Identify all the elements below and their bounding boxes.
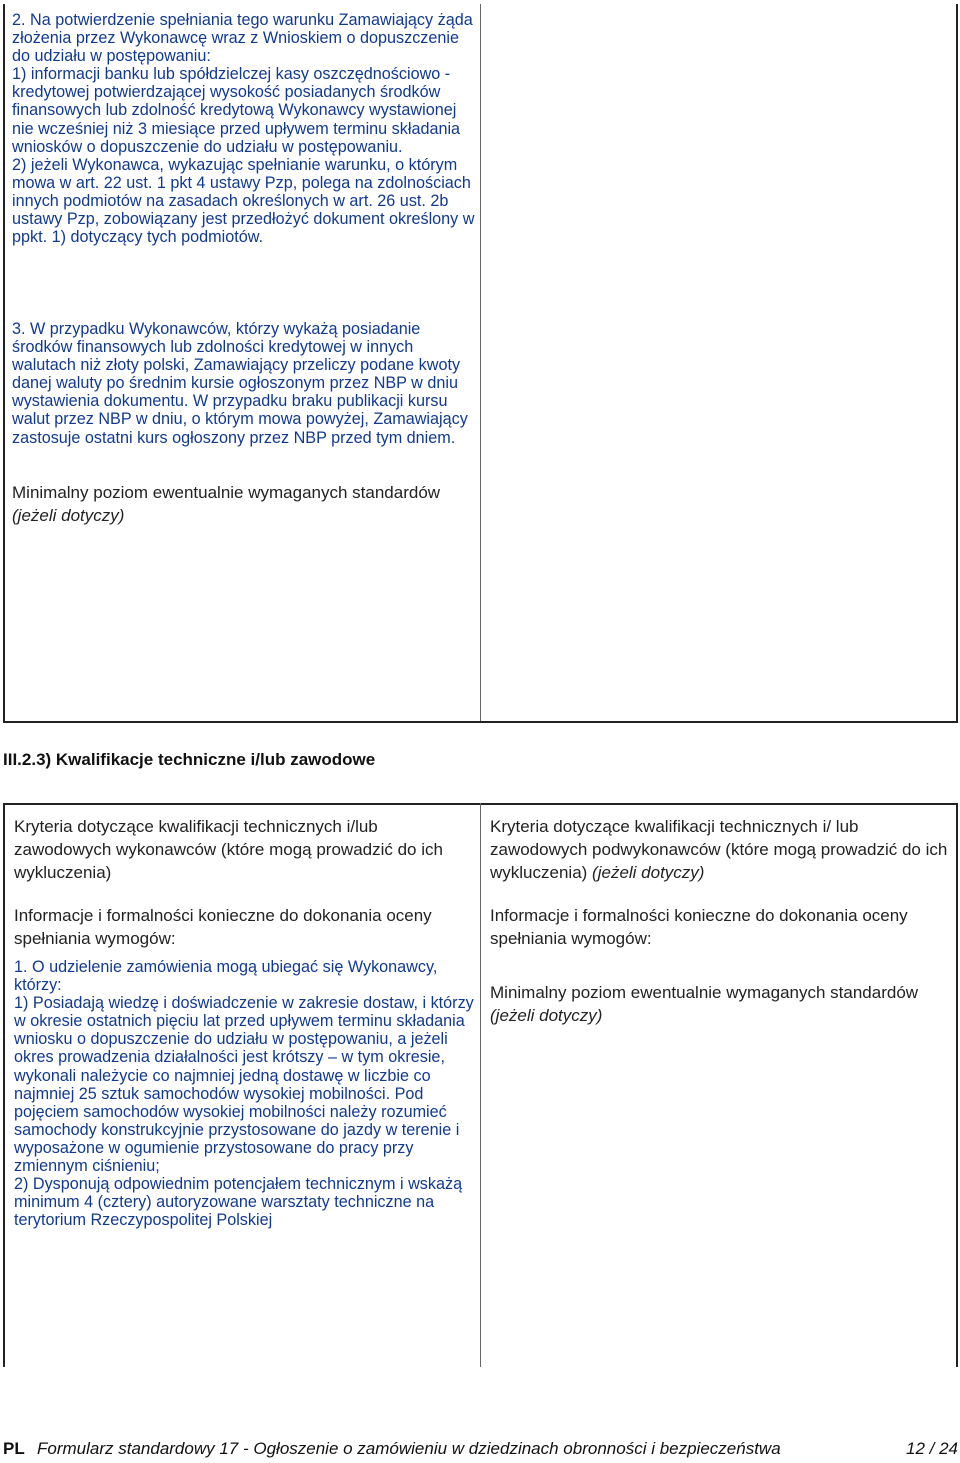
subcontractor-min-level-label: Minimalny poziom ewentualnie wymaganych standardów — [490, 983, 919, 1002]
contractor-info-label: Informacje i formalności konieczne do dokonania oceny spełniania wymogów: — [14, 906, 432, 948]
condition-2-text — [12, 11, 477, 246]
min-level-note: (jeżeli dotyczy) — [12, 506, 125, 525]
section-heading: III.2.3) Kwalifikacje techniczne i/lub zawodowe — [3, 750, 376, 769]
subcontractor-min-level-note: (jeżeli dotyczy) — [490, 1006, 603, 1025]
contractor-info-body — [14, 958, 479, 1229]
condition-3-text — [12, 320, 477, 447]
subcontractor-info-label: Informacje i formalności konieczne do dokonania oceny spełniania wymogów: — [490, 906, 908, 948]
condition-3-paragraph: 3. W przypadku Wykonawców, którzy wykażą posiadanie środków finansowych lub zdolności kredytowej w innych walutach niż złoty polski, Zamawiający przeliczy podane kwoty danej waluty po średnim kursie ogłoszonym przez NBP w dniu wystawienia dokumentu. W przypadku braku publikacji kursu walut przez NBP w dniu, o którym mowa powyżej, Zamawiający zastosuje ostatni kurs ogłoszony przez NBP przed tym dniem. — [12, 320, 468, 447]
footer-language: PL — [3, 1439, 25, 1458]
contractor-criteria-heading: Kryteria dotyczące kwalifikacji technicznych i/lub zawodowych wykonawców (które mogą prowadzić do ich wykluczenia) — [14, 817, 443, 882]
bottom-table-divider — [480, 803, 481, 1367]
contractor-info-item-1: 1) Posiadają wiedzę i doświadczenie w zakresie dostaw, i którzy w okresie ostatnich pięciu lat przed upływem terminu składania wniosku o dopuszczenie do udziału w postępowaniu, a jeżeli okres prowadzenia działalności jest krótszy – w tym okresie, wykonali należycie co najmniej jedną dostawę w liczbie co najmniej 25 sztuk samochodów wysokiej mobilności. Pod pojęciem samochodów wysokiej mobilności należy rozumieć samochody konstrukcyjnie przystosowane do jazdy w terenie i wyposażone w ogumienie przystosowane do pracy przy zmiennym ciśnieniu; — [14, 994, 474, 1176]
subcontractor-criteria-note: (jeżeli dotyczy) — [592, 863, 705, 882]
condition-2-intro: 2. Na potwierdzenie spełniania tego warunku Zamawiający żąda złożenia przez Wykonawcę wraz z Wnioskiem o dopuszczenie do udziału w postępowaniu: — [12, 11, 473, 66]
condition-2-item-1: 1) informacji banku lub spółdzielczej kasy oszczędnościowo - kredytowej potwierdzającej wysokość posiadanych środków finansowych lub zdolność kredytową Wykonawcy wystawionej nie wcześniej niż 3 miesiące przed upływem terminu składania wniosków o dopuszczenie do udziału w postępowaniu. — [12, 65, 461, 156]
subcontractor-min-level — [490, 981, 950, 1027]
min-level-label: Minimalny poziom ewentualnie wymaganych standardów — [12, 483, 441, 502]
page-footer — [3, 1439, 958, 1463]
min-level-standards — [12, 481, 477, 527]
subcontractor-criteria-heading — [490, 815, 950, 884]
footer-page-number: 12 / 24 — [906, 1439, 958, 1458]
condition-2-item-2: 2) jeżeli Wykonawca, wykazując spełnianie warunku, o którym mowa w art. 22 ust. 1 pkt 4 ustawy Pzp, polega na zdolnościach innych podmiotów na zasadach określonych w art. 26 ust. 2b ustawy Pzp, zobowiązany jest przedłożyć dokument określony w ppkt. 1) dotyczący tych podmiotów. — [12, 155, 475, 247]
contractor-info-intro: 1. O udzielenie zamówienia mogą ubiegać się Wykonawcy, którzy: — [14, 958, 438, 995]
contractor-info-item-2: 2) Dysponują odpowiednim potencjałem technicznym i wskażą minimum 4 (cztery) autoryzowane warsztaty techniczne na terytorium Rzeczypospolitej Polskiej — [14, 1175, 463, 1230]
subcontractor-criteria-label: Kryteria dotyczące kwalifikacji technicznych i/ lub zawodowych podwykonawców (które mogą prowadzić do ich wykluczenia) — [490, 817, 948, 882]
top-table-divider — [480, 4, 481, 721]
footer-form-title: Formularz standardowy 17 - Ogłoszenie o zamówieniu w dziedzinach obronności i bezpieczeństwa — [37, 1439, 781, 1458]
